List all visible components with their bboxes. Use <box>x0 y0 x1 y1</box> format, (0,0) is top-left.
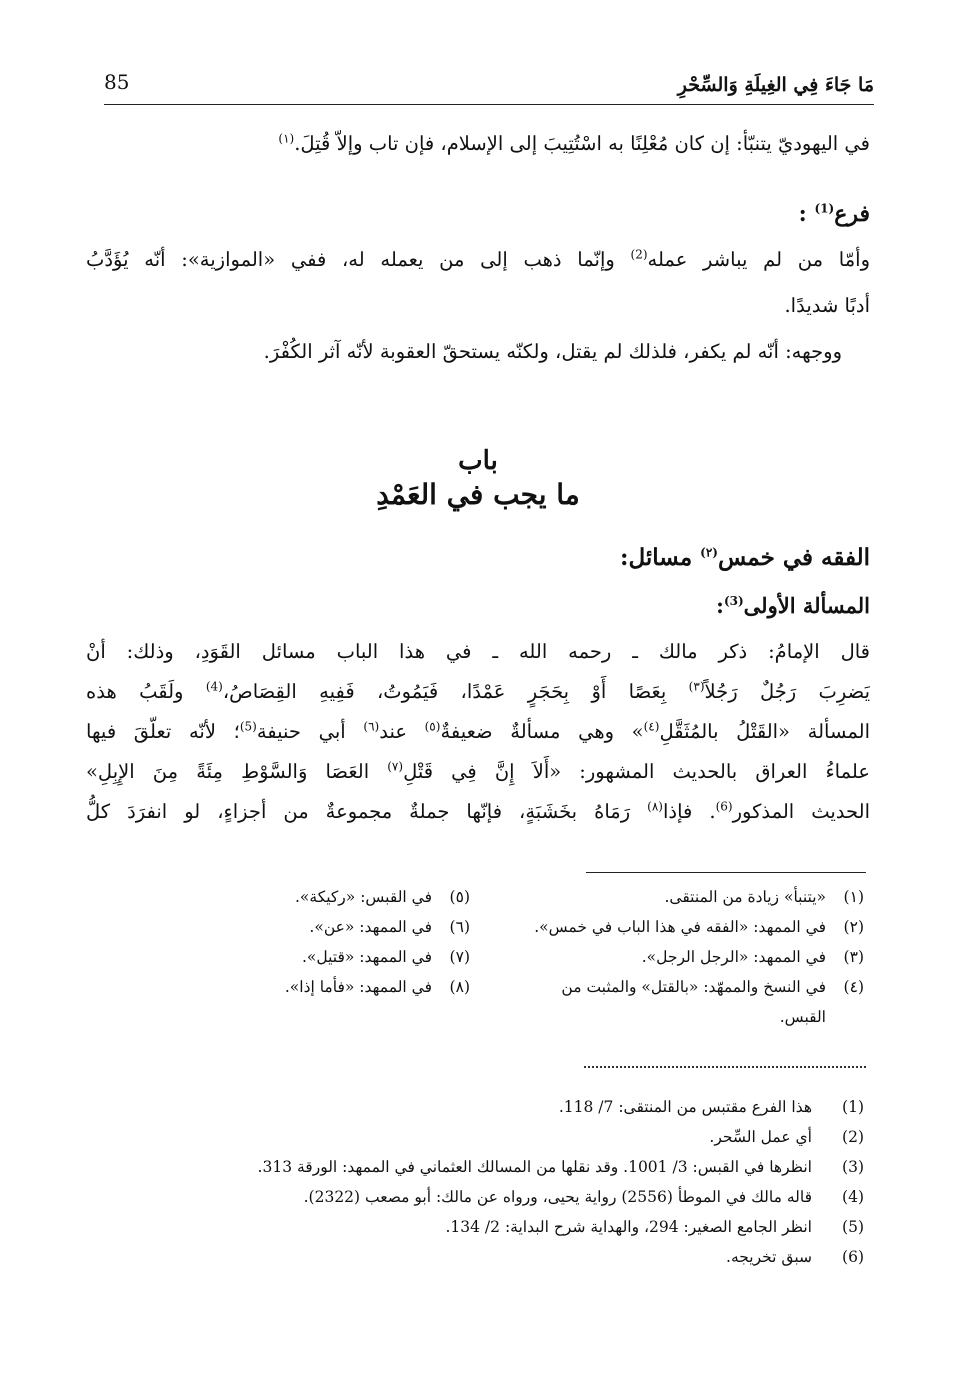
footnote-mark: (5) <box>239 719 257 734</box>
chapter-label: باب <box>458 446 498 476</box>
footnote-mark: (٤) <box>643 719 660 734</box>
footnote-item: (1)هذا الفرع مقتبس من المنتقى: 7/ 118. <box>558 1098 864 1116</box>
footnote-mark: (4) <box>205 679 223 694</box>
footnote-item: (٦)في الممهد: «عن». <box>309 918 470 936</box>
footnote-mark: (3) <box>723 594 744 608</box>
chapter-title: ما يجب في العَمْدِ <box>376 478 580 511</box>
footnote-item: (2)أي عمل السِّحر. <box>709 1128 864 1146</box>
footnote-mark: (٦) <box>363 719 380 734</box>
footnote-item: (٤)في النسخ والممهّد: «بالقتل» والمثبت من <box>561 978 864 996</box>
footnote-mark: (6) <box>715 799 733 814</box>
footnote-item: (٧)في الممهد: «قتيل». <box>301 948 470 966</box>
footnote-mark: (٨) <box>647 799 663 814</box>
text-line: ووجهه: أنّه لم يكفر، فلذلك لم يقتل، ولكنّه يستحقّ العقوبة لأنّه آثر الكُفْرَ. <box>263 340 842 363</box>
running-head <box>104 68 874 105</box>
footnote-separator <box>586 872 866 873</box>
masala-heading: المسألة الأولى$^{(3)}$: <box>716 593 870 618</box>
page-number: 85 <box>104 70 130 94</box>
footnote-item: (٨)في الممهد: «فأما إذا». <box>284 978 470 996</box>
footnote-mark: (٣) <box>688 679 705 694</box>
text-line: قال الإمامُ: ذكر مالك ـ رحمه الله ـ في هذا الباب مسائل القَوَدِ، وذلك: أنْ <box>86 640 870 663</box>
footnote-item: (٢)في الممهد: «الفقه في هذا الباب في خمس». <box>534 918 864 936</box>
fiqh-heading: الفقه في خمس$^{(٢)}$ مسائل: <box>619 544 870 571</box>
text-line: علماءُ العراق بالحديث المشهور: «أَلاَ إِنَّ فِي قَتْلِ$^{(٧)}$ العَصَا وَالسَّوْطِ مِئَةً مِنَ الإِبِلِ» <box>86 759 870 783</box>
footnote-mark: (2) <box>630 247 648 262</box>
footnotes-editor <box>64 1092 864 1272</box>
footnotes-left-column <box>220 882 470 1002</box>
footnote-item: (6)سبق تخريجه. <box>726 1248 864 1266</box>
text-line: أدبًا شديدًا. <box>784 294 870 317</box>
footnote-item: (٥)في القبس: «ركيكة». <box>294 888 470 906</box>
footnote-item: القبس. <box>779 1008 826 1026</box>
text-line: يَضرِبَ رَجُلٌ رَجُلاً$^{(٣)}$ بِعَصًا أَوْ بِحَجَرٍ عَمْدًا، فَيَمُوتُ، فَفِيهِ القِصَاصُ،$^{(4)}$ ولَقَبُ هذه <box>86 679 870 703</box>
running-head-title: مَا جَاءَ فِي الغِيلَةِ وَالسِّحْرِ <box>677 74 874 96</box>
far-heading: فرع$^{(1)}$ : <box>798 201 870 227</box>
footnote-mark: (1) <box>814 201 835 216</box>
footnote-mark: (٥) <box>424 719 441 734</box>
dotted-separator <box>584 1066 866 1068</box>
masala-paragraph <box>86 632 870 832</box>
text-line: وأمّا من لم يباشر عمله$^{(2)}$ وإنّما ذهب إلى من يعمله له، ففي «الموازية»: أنّه يُؤَدَّبُ <box>86 247 870 271</box>
footnote-item: (5)انظر الجامع الصغير: 294، والهداية شرح البداية: 2/ 134. <box>445 1218 864 1236</box>
text-line: المسألة «القَتْلُ بالمُثَقَّلِ$^{(٤)}$» وهي مسألةٌ ضعيفةٌ$^{(٥)}$ عند$^{(٦)}$ أبي حنيفة$^{(5)}$؛ لأنّه تعلّقَ فيها <box>86 719 870 743</box>
footnotes-right-column <box>484 882 864 1032</box>
footnote-mark: (١) <box>278 131 295 146</box>
opening-text <box>86 124 870 164</box>
text-line: في اليهوديّ يتنبّأ: إن كان مُعْلِنًا به اسْتُتِيبَ إلى الإسلام، فإن تاب وإلاّ قُتِلَ.$^{(١)}$ <box>278 131 870 155</box>
footnote-item: (١)«يتنبأ» زيادة من المنتقى. <box>664 888 864 906</box>
text-line: الحديث المذكور$^{(6)}$. فإذا$^{(٨)}$ رَمَاهُ بخَشَبَةٍ، فإنّها جملةٌ مجموعةٌ من أجزاءٍ، لو انفرَدَ كلُّ <box>86 799 870 823</box>
footnote-mark: (٢) <box>700 545 718 560</box>
footnote-item: (4)قاله مالك في الموطأ (2556) رواية يحيى، ورواه عن مالك: أبو مصعب (2322). <box>303 1188 864 1206</box>
footnote-item: (3)انظرها في القبس: 3/ 1001. وقد نقلها من المسالك العثماني في الممهد: الورقة 313. <box>257 1158 864 1176</box>
footnote-item: (٣)في الممهد: «الرجل الرجل». <box>641 948 864 966</box>
far-paragraph <box>86 240 870 372</box>
footnote-mark: (٧) <box>387 759 404 774</box>
